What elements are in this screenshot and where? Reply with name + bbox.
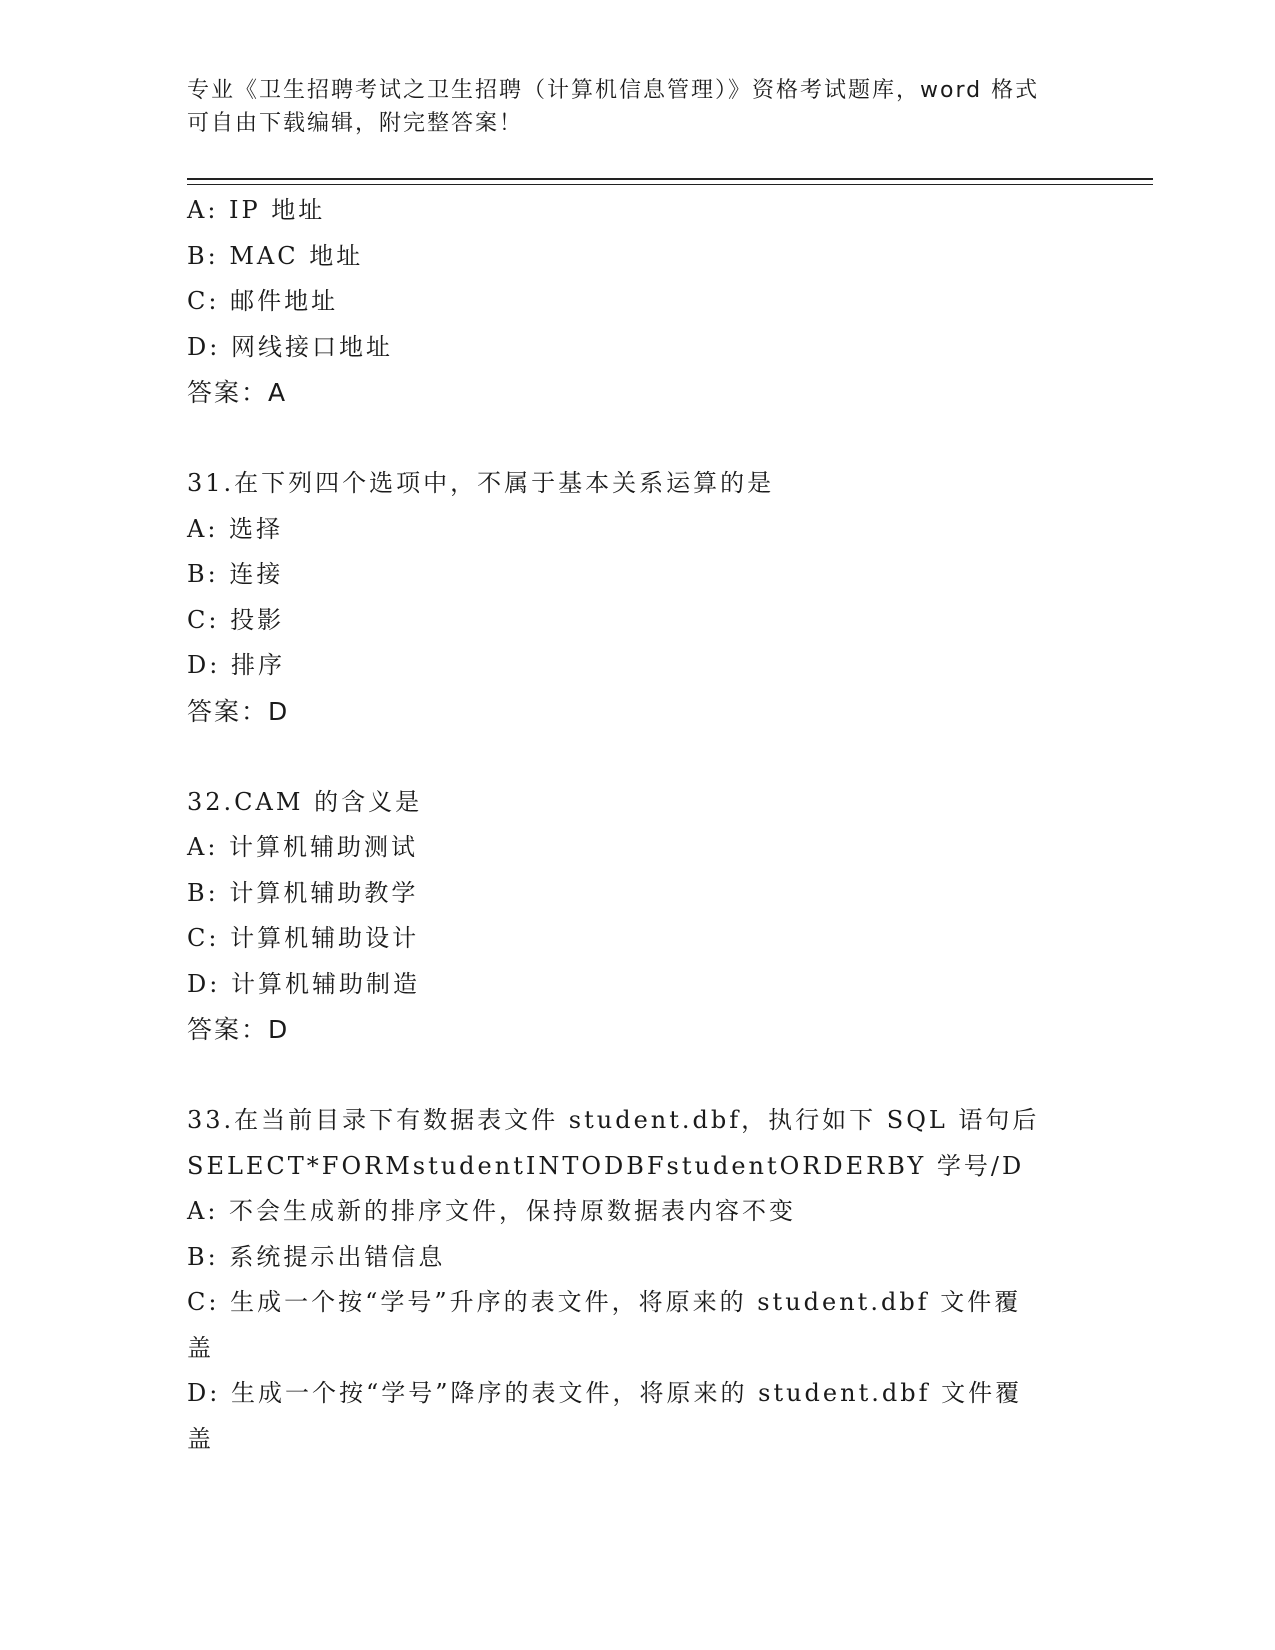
option-d: D: 生成一个按“学号”降序的表文件，将原来的 student.dbf 文件覆 — [187, 1379, 1023, 1407]
answer-line: 答案：A — [187, 378, 288, 407]
option-c-continued: 盖 — [187, 1333, 214, 1362]
question-31 — [187, 461, 1087, 734]
option-b: B: 系统提示出错信息 — [187, 1242, 446, 1271]
option-d-continued: 盖 — [187, 1424, 214, 1453]
spacer — [187, 416, 1087, 462]
option-a: A: 计算机辅助测试 — [187, 833, 419, 861]
question-stem-sql: SELECT*FORMstudentINTODBFstudentORDERBY 学号/D — [187, 1151, 1025, 1180]
header-divider-thin — [187, 184, 1153, 185]
option-a: A: 不会生成新的排序文件，保持原数据表内容不变 — [187, 1197, 797, 1225]
option-c: C: 投影 — [187, 605, 285, 634]
question-stem: 31.在下列四个选项中，不属于基本关系运算的是 — [187, 469, 775, 497]
question-33 — [187, 1098, 1087, 1462]
option-b: B: 连接 — [187, 560, 284, 588]
header-line-2: 可自由下载编辑，附完整答案！ — [187, 111, 524, 136]
option-a: A: 选择 — [187, 514, 284, 543]
question-32 — [187, 780, 1087, 1053]
document-header — [187, 74, 1067, 140]
header-divider-thick — [187, 178, 1153, 180]
question-30 — [187, 188, 1087, 416]
option-d: D: 计算机辅助制造 — [187, 969, 420, 998]
option-d: D: 排序 — [187, 651, 285, 679]
answer-line: 答案：D — [187, 696, 290, 726]
question-stem: 32.CAM 的含义是 — [187, 787, 423, 816]
option-d: D: 网线接口地址 — [187, 332, 393, 361]
answer-line: 答案：D — [187, 1015, 290, 1044]
header-line-1: 专业《卫生招聘考试之卫生招聘（计算机信息管理）》资格考试题库，word 格式 — [187, 78, 1040, 103]
question-list — [187, 188, 1087, 1462]
option-b: B: MAC 地址 — [187, 241, 364, 270]
spacer — [187, 1053, 1087, 1099]
question-stem: 33.在当前目录下有数据表文件 student.dbf，执行如下 SQL 语句后 — [187, 1106, 1040, 1134]
option-c: C: 邮件地址 — [187, 287, 339, 315]
option-a: A: IP 地址 — [187, 196, 326, 224]
spacer — [187, 734, 1087, 780]
option-b: B: 计算机辅助教学 — [187, 878, 419, 907]
option-c: C: 生成一个按“学号”升序的表文件，将原来的 student.dbf 文件覆 — [187, 1288, 1022, 1316]
option-c: C: 计算机辅助设计 — [187, 924, 420, 952]
